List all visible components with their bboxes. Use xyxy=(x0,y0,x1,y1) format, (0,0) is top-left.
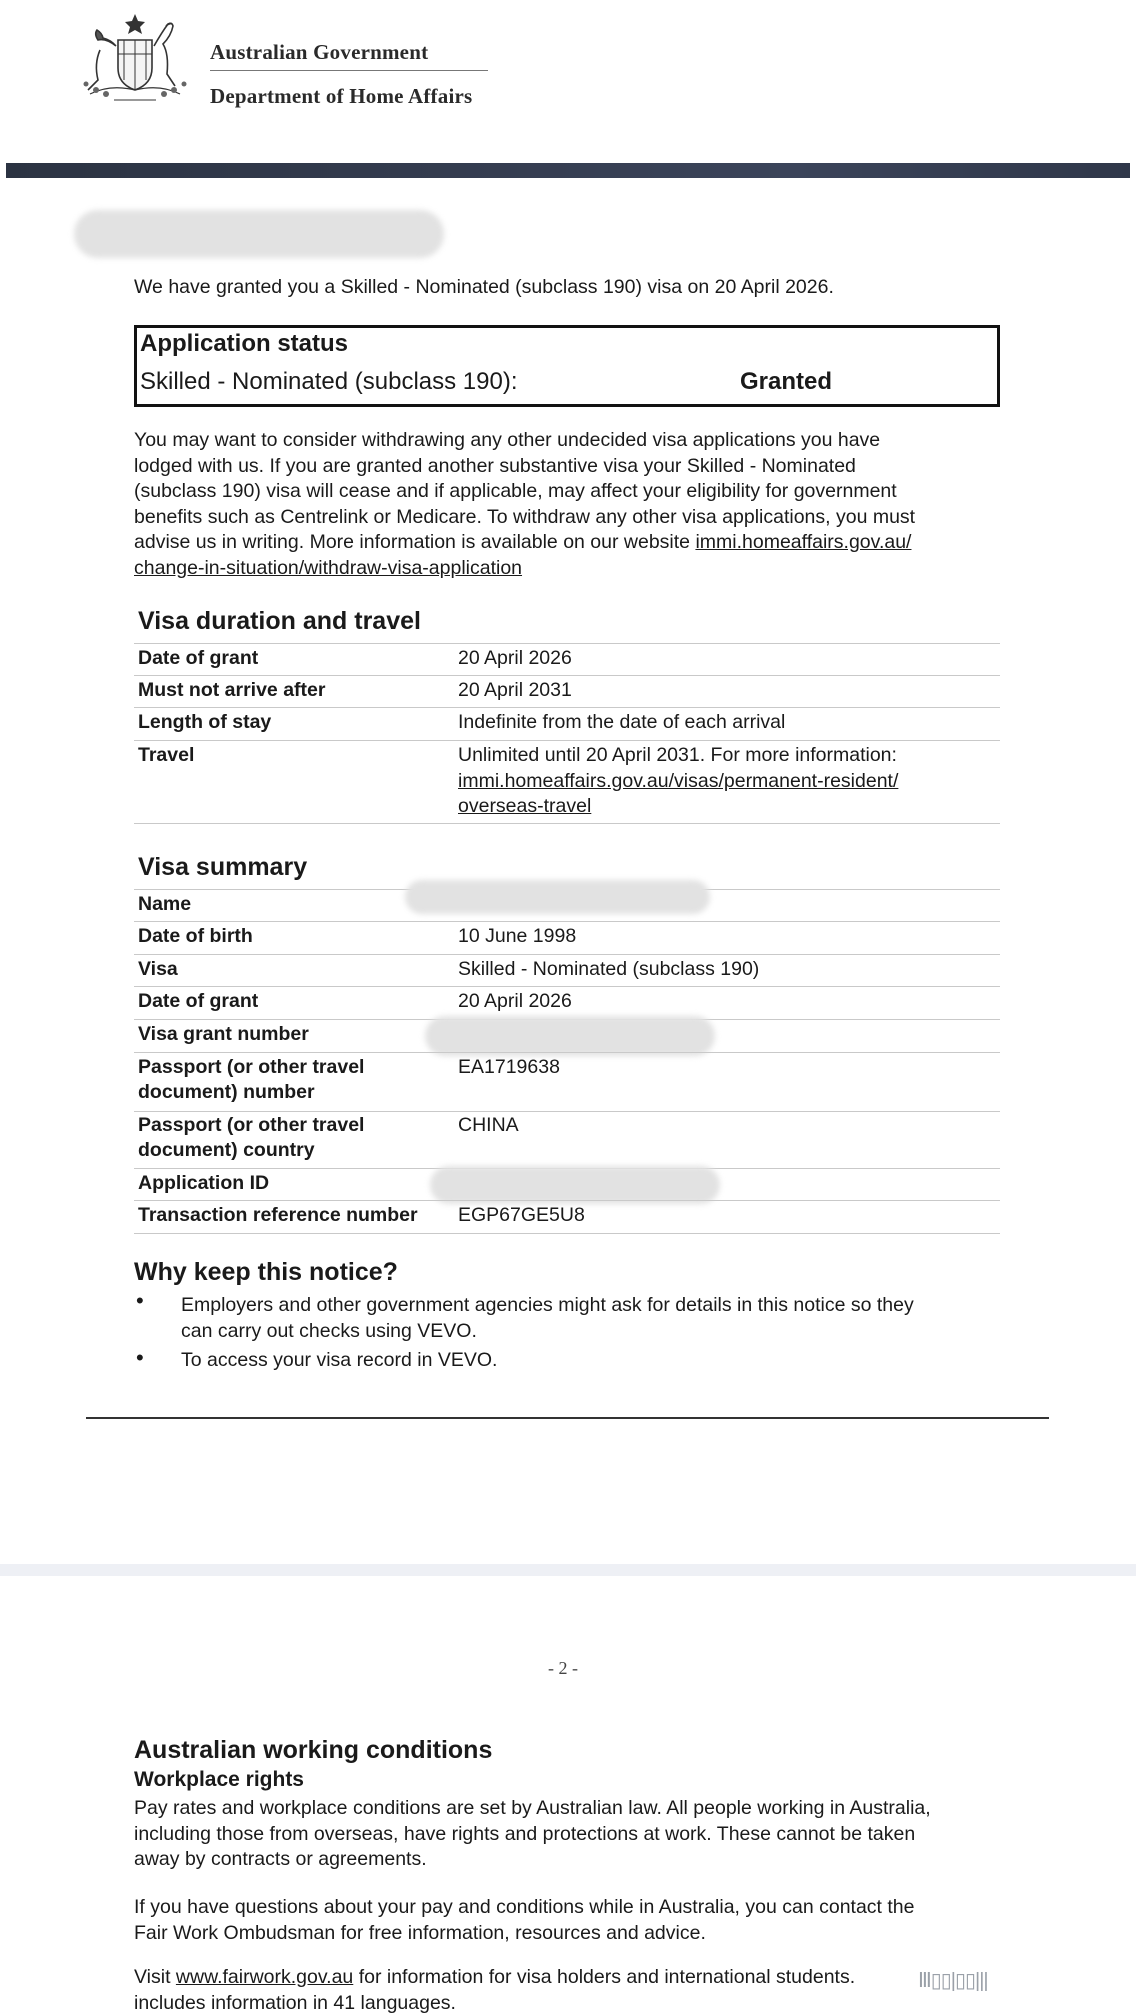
why-heading: Why keep this notice? xyxy=(134,1258,398,1287)
summary-label: Date of grant xyxy=(138,989,258,1014)
summary-label: Visa grant number xyxy=(138,1022,309,1047)
application-status-value: Granted xyxy=(740,368,832,396)
grant-intro: We have granted you a Skilled - Nominated (subclass 190) visa on 20 April 2026. xyxy=(134,276,834,299)
working-text: for information for visa holders and international students. xyxy=(353,1966,855,1988)
withdraw-line xyxy=(134,556,915,582)
working-line xyxy=(134,1965,855,1991)
table-rule xyxy=(134,986,1000,987)
summary-label-line: Passport (or other travel xyxy=(138,1113,364,1138)
summary-label: Application ID xyxy=(138,1171,269,1196)
working-line: includes information in 41 languages. xyxy=(134,1991,855,2016)
table-rule xyxy=(134,1200,1000,1201)
why-bullet-line: Employers and other government agencies might ask for details in this notice so they xyxy=(181,1293,914,1319)
withdraw-line: You may want to consider withdrawing any other undecided visa applications you have xyxy=(134,428,915,454)
table-rule xyxy=(134,740,1000,741)
working-paragraph xyxy=(134,1965,855,2016)
summary-label: Date of birth xyxy=(138,924,253,949)
table-rule xyxy=(134,707,1000,708)
duration-label: Must not arrive after xyxy=(138,678,325,703)
table-rule xyxy=(134,1052,1000,1053)
withdraw-line xyxy=(134,530,915,556)
working-text: Visit xyxy=(134,1966,176,1988)
application-status-label: Skilled - Nominated (subclass 190): xyxy=(140,368,518,396)
summary-value: Skilled - Nominated (subclass 190) xyxy=(458,957,759,983)
summary-label xyxy=(138,1055,364,1105)
redaction-mark xyxy=(425,1016,715,1056)
table-rule xyxy=(134,675,1000,676)
withdraw-link-continued[interactable]: change-in-situation/withdraw-visa-application xyxy=(134,557,522,579)
table-rule xyxy=(134,1233,1000,1234)
duration-label: Travel xyxy=(138,743,194,768)
travel-link-continued[interactable]: overseas-travel xyxy=(458,795,591,817)
duration-label: Length of stay xyxy=(138,710,271,735)
withdraw-line: lodged with us. If you are granted another substantive visa your Skilled - Nominated xyxy=(134,454,915,480)
watermark: Ⅲ▯▯|▯▯||| xyxy=(918,1968,988,1993)
duration-value: 20 April 2026 xyxy=(458,646,572,672)
table-rule xyxy=(134,954,1000,955)
why-bullet xyxy=(181,1293,914,1344)
header-rule xyxy=(210,70,488,71)
withdraw-paragraph xyxy=(134,428,915,581)
bullet-dot-icon: • xyxy=(136,1288,144,1314)
department-name: Department of Home Affairs xyxy=(210,84,472,109)
summary-value: EGP67GE5U8 xyxy=(458,1203,585,1229)
duration-label: Date of grant xyxy=(138,646,258,671)
withdraw-line-text: advise us in writing. More information is available on our website xyxy=(134,531,695,553)
summary-value: EA1719638 xyxy=(458,1055,560,1081)
working-line: If you have questions about your pay and conditions while in Australia, you can contact the xyxy=(134,1895,915,1921)
table-rule xyxy=(134,643,1000,644)
working-subheading: Workplace rights xyxy=(134,1768,304,1792)
duration-value: Indefinite from the date of each arrival xyxy=(458,710,785,736)
table-rule xyxy=(134,823,1000,824)
header-band xyxy=(6,163,1130,178)
summary-label-line: document) country xyxy=(138,1138,364,1163)
summary-heading: Visa summary xyxy=(138,853,307,882)
summary-value: CHINA xyxy=(458,1113,519,1139)
working-line: Pay rates and workplace conditions are set by Australian law. All people working in Australia, xyxy=(134,1796,931,1822)
duration-value: 20 April 2031 xyxy=(458,678,572,704)
redaction-mark xyxy=(74,210,444,258)
summary-label-line: Passport (or other travel xyxy=(138,1055,364,1080)
withdraw-link[interactable]: immi.homeaffairs.gov.au/ xyxy=(695,531,911,553)
working-line: away by contracts or agreements. xyxy=(134,1847,931,1873)
duration-value xyxy=(458,743,898,820)
working-line: Fair Work Ombudsman for free information, resources and advice. xyxy=(134,1921,915,1947)
summary-label: Visa xyxy=(138,957,178,982)
government-name: Australian Government xyxy=(210,40,428,65)
working-paragraph xyxy=(134,1895,915,1946)
bullet-dot-icon: • xyxy=(136,1345,144,1371)
summary-value: 20 April 2026 xyxy=(458,989,572,1015)
why-bullet: To access your visa record in VEVO. xyxy=(181,1348,497,1374)
summary-value: 10 June 1998 xyxy=(458,924,576,950)
withdraw-line: benefits such as Centrelink or Medicare. To withdraw any other visa applications, you must xyxy=(134,505,915,531)
coat-of-arms-icon xyxy=(70,10,200,108)
summary-label xyxy=(138,1113,364,1163)
page-break xyxy=(0,1564,1136,1576)
summary-label: Transaction reference number xyxy=(138,1203,454,1228)
travel-link[interactable]: immi.homeaffairs.gov.au/visas/permanent-resident/ xyxy=(458,770,898,792)
table-rule xyxy=(134,921,1000,922)
fairwork-link[interactable]: www.fairwork.gov.au xyxy=(176,1966,353,1988)
working-line: including those from overseas, have rights and protections at work. These cannot be taken xyxy=(134,1822,931,1848)
summary-label-line: document) number xyxy=(138,1080,364,1105)
working-heading: Australian working conditions xyxy=(134,1736,492,1765)
working-paragraph xyxy=(134,1796,931,1873)
duration-heading: Visa duration and travel xyxy=(138,607,421,636)
summary-label: Name xyxy=(138,892,191,917)
redaction-mark xyxy=(430,1166,720,1204)
page-number: - 2 - xyxy=(548,1658,578,1679)
travel-text: Unlimited until 20 April 2031. For more information: xyxy=(458,743,898,769)
why-bullet-line: can carry out checks using VEVO. xyxy=(181,1319,914,1345)
withdraw-line: (subclass 190) visa will cease and if applicable, may affect your eligibility for government xyxy=(134,479,915,505)
table-rule xyxy=(134,1111,1000,1112)
application-status-title: Application status xyxy=(140,330,348,358)
page-divider xyxy=(86,1417,1049,1419)
redaction-mark xyxy=(405,880,710,914)
